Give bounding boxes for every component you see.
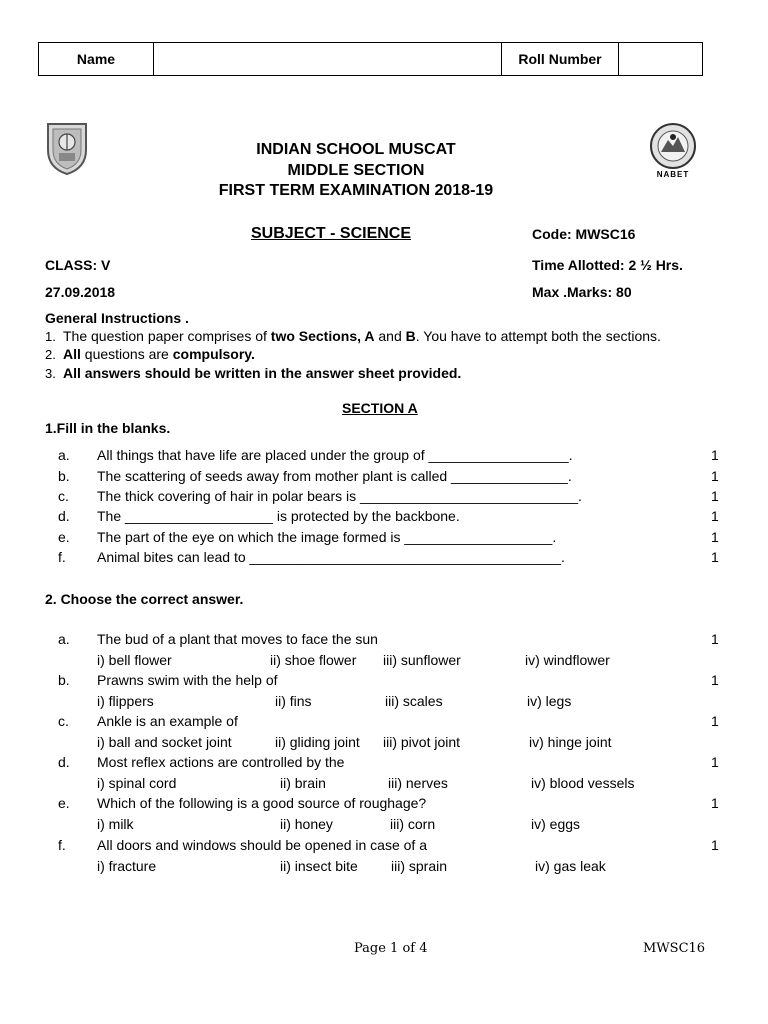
answer-option[interactable]: ii) brain [280, 775, 326, 791]
question-letter: d. [58, 508, 70, 524]
subject-title: SUBJECT - SCIENCE [251, 225, 412, 242]
question-letter: f. [58, 549, 66, 565]
instruction-2 [45, 346, 255, 362]
question-mark: 1 [711, 795, 719, 811]
answer-option[interactable]: iii) sunflower [383, 652, 461, 668]
question-row [0, 837, 768, 857]
question-row [0, 672, 768, 692]
question-mark: 1 [711, 549, 719, 565]
question-mark: 1 [711, 672, 719, 688]
question-row [0, 549, 768, 569]
question-mark: 1 [711, 631, 719, 647]
question-mark: 1 [711, 529, 719, 545]
question-text: All doors and windows should be opened in case of a [97, 837, 427, 853]
instruction-text: . You have to attempt both the sections. [415, 328, 661, 344]
footer-code: MWSC16 [643, 941, 706, 956]
question-mark: 1 [711, 837, 719, 853]
class-label: CLASS: V [45, 257, 111, 273]
nabet-seal-logo [646, 122, 700, 185]
answer-option[interactable]: iii) nerves [388, 775, 448, 791]
roll-number-label: Roll Number [518, 51, 602, 67]
question-row [0, 713, 768, 733]
answer-option[interactable]: iii) sprain [391, 858, 448, 874]
options-row [0, 652, 768, 672]
answer-option[interactable]: i) ball and socket joint [97, 734, 232, 750]
question-row [0, 754, 768, 774]
instruction-emphasis: compulsory. [172, 346, 255, 362]
question-text: The ___________________ is protected by the backbone. [97, 508, 460, 524]
answer-option[interactable]: iii) corn [390, 816, 436, 832]
question-text: Animal bites can lead to ________________________________________. [97, 549, 565, 565]
answer-option[interactable]: ii) fins [275, 693, 312, 709]
options-row [0, 816, 768, 836]
max-marks: Max .Marks: 80 [532, 284, 632, 300]
instruction-text: questions are [80, 346, 173, 362]
instruction-text: The question paper comprises of [63, 328, 271, 344]
options-row [0, 775, 768, 795]
instruction-emphasis: two Sections, A [270, 328, 375, 344]
question-text: The scattering of seeds away from mother plant is called _______________. [97, 468, 572, 484]
question-text: The bud of a plant that moves to face the sun [97, 631, 378, 647]
section-name: MIDDLE SECTION [287, 162, 425, 179]
section-a-heading: SECTION A [342, 400, 418, 416]
question-letter: d. [58, 754, 70, 770]
answer-option[interactable]: iii) scales [385, 693, 443, 709]
roll-number-field[interactable] [619, 43, 702, 75]
answer-option[interactable]: iv) windflower [525, 652, 610, 668]
exam-title: FIRST TERM EXAMINATION 2018-19 [218, 182, 494, 199]
name-field[interactable] [154, 43, 501, 75]
time-allotted: Time Allotted: 2 ½ Hrs. [532, 257, 683, 273]
school-crest-logo [44, 120, 90, 179]
paper-code: Code: MWSC16 [532, 226, 636, 242]
page-number: Page 1 of 4 [354, 941, 428, 956]
answer-option[interactable]: iv) eggs [531, 816, 581, 832]
question-letter: e. [58, 795, 70, 811]
question-letter: a. [58, 631, 70, 647]
question-row [0, 508, 768, 528]
question-text: The part of the eye on which the image formed is ___________________. [97, 529, 557, 545]
question-mark: 1 [711, 508, 719, 524]
question-letter: f. [58, 837, 66, 853]
question-row [0, 447, 768, 467]
question-letter: e. [58, 529, 70, 545]
question-mark: 1 [711, 488, 719, 504]
answer-option[interactable]: ii) honey [280, 816, 333, 832]
instruction-emphasis: B [405, 328, 416, 344]
question-text: Which of the following is a good source of roughage? [97, 795, 427, 811]
instruction-number: 2. [45, 347, 56, 362]
answer-option[interactable]: i) bell flower [97, 652, 172, 668]
instruction-1 [45, 328, 661, 344]
question-row [0, 795, 768, 815]
question-text: All things that have life are placed under the group of __________________. [97, 447, 573, 463]
question-row [0, 631, 768, 651]
question-row [0, 488, 768, 508]
answer-option[interactable]: i) spinal cord [97, 775, 177, 791]
question-row [0, 529, 768, 549]
answer-option[interactable]: iv) legs [527, 693, 572, 709]
question-text: Prawns swim with the help of [97, 672, 278, 688]
question-mark: 1 [711, 468, 719, 484]
school-name: INDIAN SCHOOL MUSCAT [256, 141, 456, 158]
question-letter: b. [58, 468, 70, 484]
q2-heading: 2. Choose the correct answer. [45, 591, 244, 607]
question-letter: b. [58, 672, 70, 688]
name-label: Name [76, 51, 116, 67]
answer-option[interactable]: i) milk [97, 816, 134, 832]
options-row [0, 693, 768, 713]
question-letter: a. [58, 447, 70, 463]
options-row [0, 734, 768, 754]
q1-heading: 1.Fill in the blanks. [45, 420, 171, 436]
question-text: The thick covering of hair in polar bears is ____________________________. [97, 488, 582, 504]
question-row [0, 468, 768, 488]
answer-option[interactable]: ii) shoe flower [270, 652, 357, 668]
exam-date: 27.09.2018 [45, 284, 116, 300]
question-letter: c. [58, 713, 69, 729]
question-letter: c. [58, 488, 69, 504]
question-mark: 1 [711, 754, 719, 770]
answer-option[interactable]: iv) gas leak [535, 858, 606, 874]
instructions-heading: General Instructions . [45, 310, 189, 326]
instruction-emphasis: All [63, 346, 81, 362]
answer-option[interactable]: iv) hinge joint [529, 734, 612, 750]
name-roll-table [38, 42, 703, 76]
instruction-emphasis: All answers should be written in the answer sheet provided. [63, 365, 462, 381]
answer-option[interactable]: iv) blood vessels [531, 775, 635, 791]
question-mark: 1 [711, 713, 719, 729]
answer-option[interactable]: i) flippers [97, 693, 154, 709]
nabet-logo-text: NABET [656, 170, 690, 179]
instruction-3 [45, 365, 461, 381]
instruction-number: 1. [45, 329, 56, 344]
answer-option[interactable]: ii) gliding joint [275, 734, 360, 750]
answer-option[interactable]: ii) insect bite [280, 858, 358, 874]
instruction-text: and [374, 328, 406, 344]
options-row [0, 858, 768, 878]
question-text: Most reflex actions are controlled by the [97, 754, 345, 770]
answer-option[interactable]: i) fracture [97, 858, 157, 874]
instruction-number: 3. [45, 366, 56, 381]
question-text: Ankle is an example of [97, 713, 238, 729]
question-mark: 1 [711, 447, 719, 463]
answer-option[interactable]: iii) pivot joint [383, 734, 461, 750]
